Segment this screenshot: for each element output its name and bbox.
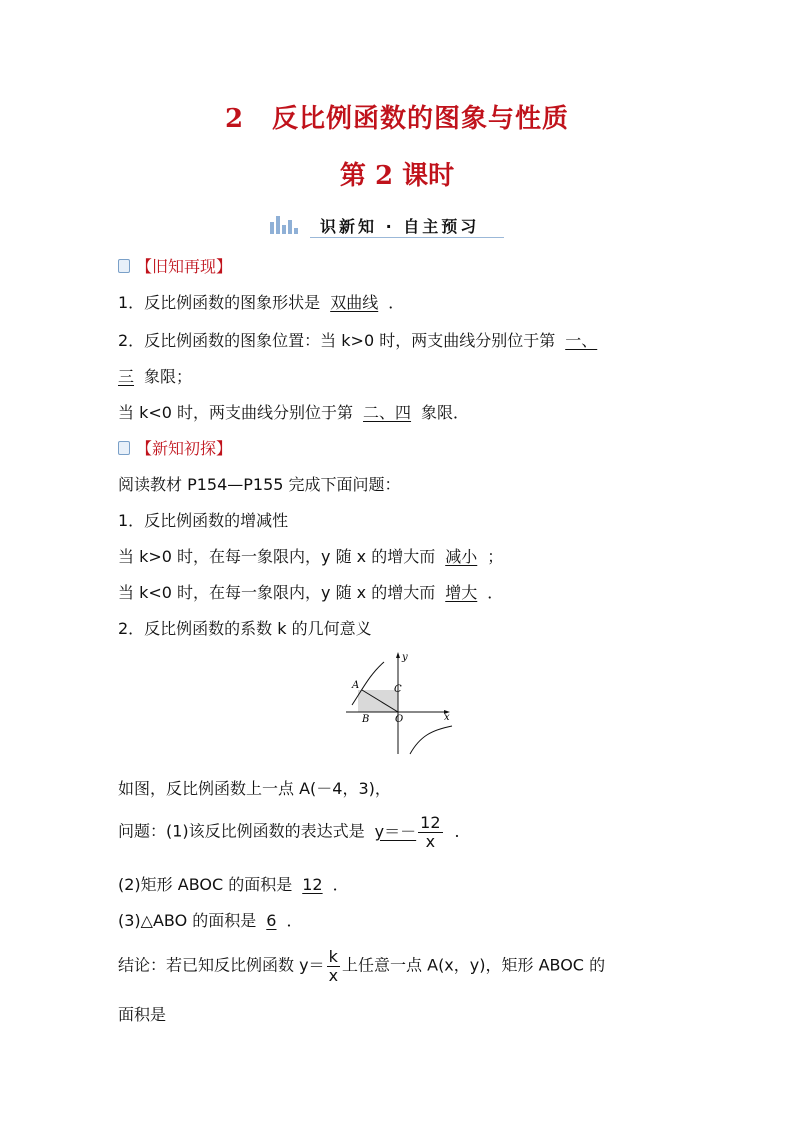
review-item-2-cont: 三 象限； xyxy=(118,367,193,386)
answer-blank: 减小 xyxy=(445,547,478,566)
point-1-a: 当 k>0 时，在每一象限内，y 随 x 的增大而 减小 ； xyxy=(118,547,504,566)
point-1-title: 1．反比例函数的增减性 xyxy=(118,511,289,530)
lesson-subtitle: 第 2 课时 xyxy=(339,161,455,191)
answer-blank: 三 xyxy=(118,367,135,386)
x-axis-label: x xyxy=(444,712,450,723)
point-a-label: A xyxy=(352,680,360,691)
review-item-1: 1．反比例函数的图象形状是 双曲线 ． xyxy=(118,293,405,312)
conclusion-line-1: 结论：若已知反比例函数 y＝ $\frac{k}{x}$ 上任意一点 A(x，y)，矩形 ABOC 的 xyxy=(118,947,606,985)
point-c-label: C xyxy=(394,684,402,695)
book-icon xyxy=(118,441,130,455)
review-item-3: 当 k<0 时，两支曲线分别位于第 二、四 象限． xyxy=(118,403,470,422)
section-banner xyxy=(270,212,504,240)
answer-blank: 增大 xyxy=(445,583,478,602)
y-axis-arrow-icon xyxy=(396,652,400,658)
y-axis-label: y xyxy=(402,652,408,663)
book-icon xyxy=(118,259,130,273)
answer-blank: 二、四 xyxy=(363,403,412,422)
conclusion-line-2: 面积是 xyxy=(118,1005,167,1024)
answer-blank: 6 xyxy=(266,911,277,930)
chapter-number: 2 xyxy=(224,104,245,134)
reading-intro: 阅读教材 P154—P155 完成下面问题： xyxy=(118,475,401,494)
origin-label: O xyxy=(395,714,404,725)
question-3: (3)△ABO 的面积是 6 ． xyxy=(118,911,303,930)
example-description: 如图，反比例函数上一点 A(－4，3)， xyxy=(118,779,391,798)
hyperbola-graph xyxy=(340,650,460,760)
point-1-b: 当 k<0 时，在每一象限内，y 随 x 的增大而 增大 ． xyxy=(118,583,504,602)
section-heading-new: 【新知初探】 xyxy=(118,436,232,459)
fraction: $\frac{k}{x}$ xyxy=(328,947,339,985)
answer-blank: 双曲线 xyxy=(330,293,379,312)
hyperbola-branch-right xyxy=(410,726,452,754)
point-b-label: B xyxy=(362,714,370,725)
answer-blank: y＝－ $\frac{12}{x}$ xyxy=(374,813,441,851)
answer-blank: 12 xyxy=(302,875,323,894)
point-2-title: 2．反比例函数的系数 k 的几何意义 xyxy=(118,619,372,638)
answer-blank: 一、 xyxy=(565,331,598,350)
section-heading-review: 【旧知再现】 xyxy=(118,254,232,277)
fraction: $\frac{12}{x}$ xyxy=(420,813,441,851)
question-2: (2)矩形 ABOC 的面积是 12 ． xyxy=(118,875,349,894)
question-1: 问题：(1)该反比例函数的表达式是 y＝－ $\frac{12}{x}$ ． xyxy=(118,813,471,851)
banner-underline xyxy=(310,237,504,238)
banner-text: 识新知 · 自主预习 xyxy=(320,217,480,236)
page-title xyxy=(0,98,794,135)
review-item-2: 2．反比例函数的图象位置：当 k>0 时，两支曲线分别位于第 一、 xyxy=(118,328,607,351)
chapter-title: 反比例函数的图象与性质 xyxy=(272,104,570,134)
